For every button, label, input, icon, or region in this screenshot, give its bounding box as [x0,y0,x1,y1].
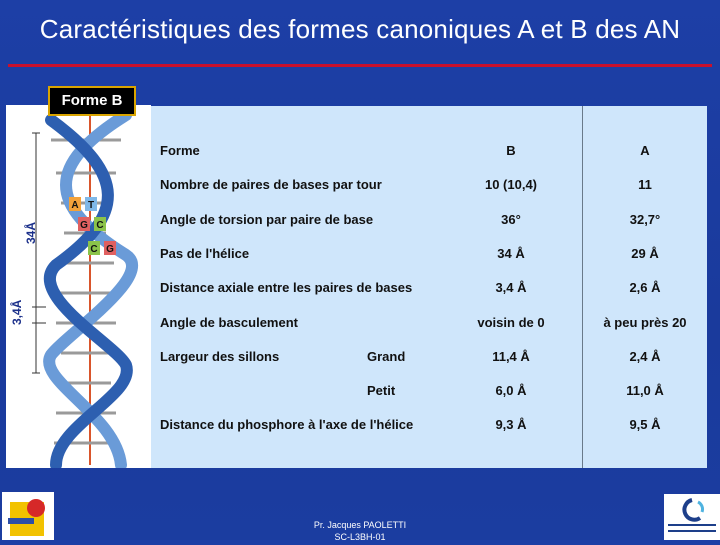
value-form-a: 11,0 Å [626,383,664,398]
dna-helix-illustration [6,105,151,468]
university-logo-icon [2,492,54,540]
row-sublabel: Petit [367,383,396,398]
properties-table [151,106,707,468]
value-form-b: voisin de 0 [477,315,545,330]
base-letter: G [106,244,114,255]
value-form-b: 10 (10,4) [484,177,538,192]
row-label: Angle de basculement [160,315,298,330]
row-label: Distance du phosphore à l'axe de l'hélice [160,417,414,432]
value-form-a: à peu près 20 [603,315,687,330]
value-form-a: 11 [638,177,652,192]
value-form-a: 2,6 Å [629,280,661,295]
base-letter: A [71,200,79,211]
footer-code: SC-L3BH-01 [334,532,386,542]
rise-label: 3,4Å [10,299,24,325]
value-form-b: 34 Å [497,246,525,261]
title-underline [8,64,712,67]
row-label: Angle de torsion par paire de base [160,212,374,227]
footer [300,519,420,543]
value-form-b: B [506,143,516,158]
base-letter: T [87,200,95,211]
university-logo [2,492,54,540]
value-form-a: 32,7° [629,212,661,227]
helix-svg [6,105,151,468]
base-letter: G [80,220,88,231]
value-form-a: A [640,143,650,158]
row-label: Forme [160,143,200,158]
value-form-a: 29 Å [631,246,659,261]
base-letter: C [96,220,104,231]
footer-author: Pr. Jacques PAOLETTI [313,520,407,530]
value-form-b: 3,4 Å [495,280,527,295]
cbm-logo-icon [664,494,720,540]
value-form-b: 36° [501,212,521,227]
row-label: Distance axiale entre les paires de bases [160,280,413,295]
pitch-label: 34Å [24,221,38,244]
row-label: Pas de l'hélice [160,246,250,261]
slide-title: Caractéristiques des formes canoniques A et B des AN [39,14,681,44]
value-form-a: 9,5 Å [629,417,661,432]
row-sublabel: Grand [367,349,406,364]
cbm-logo [664,494,720,540]
value-form-b: 11,4 Å [492,349,530,364]
row-label: Nombre de paires de bases par tour [160,177,382,192]
base-letter: C [90,244,98,255]
value-form-b: 6,0 Å [495,383,527,398]
row-label: Largeur des sillons [160,349,280,364]
value-form-a: 2,4 Å [629,349,661,364]
forme-b-tag: Forme B [48,86,136,116]
value-form-b: 9,3 Å [495,417,527,432]
